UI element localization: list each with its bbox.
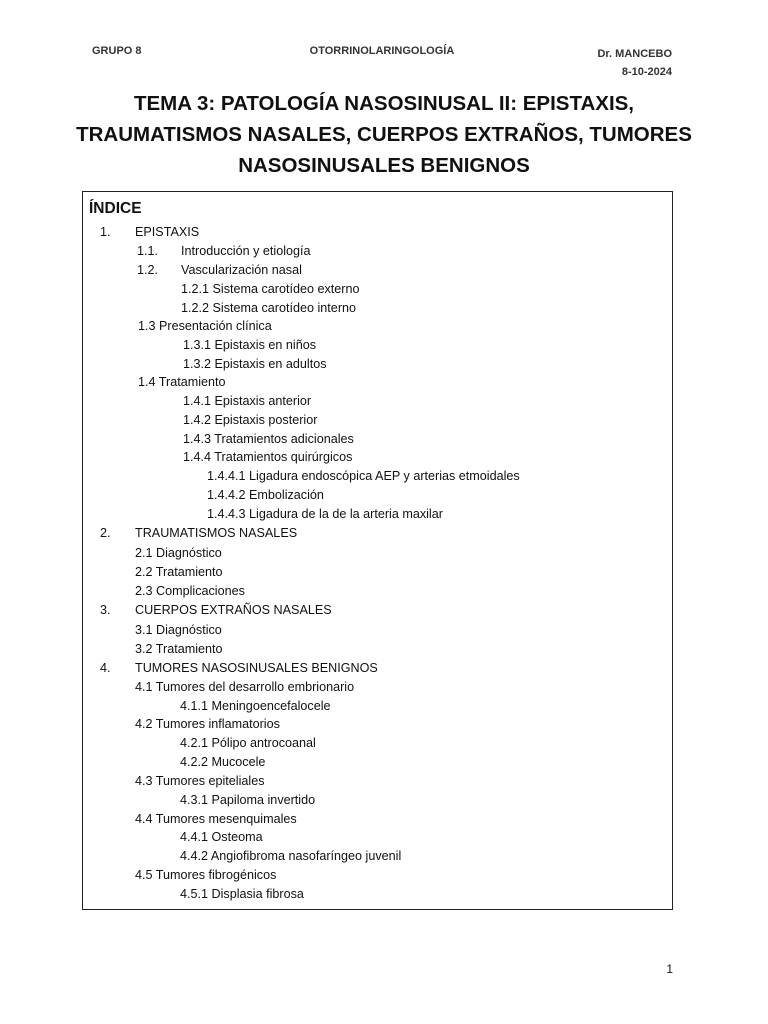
index-entry-label: 1.2.2 Sistema carotídeo interno [181,301,357,315]
index-entry-label: 3.2 Tratamiento [135,642,223,656]
index-entry-label: 4.2.1 Pólipo antrocoanal [180,736,316,750]
index-entry-label: 1.4.4.1 Ligadura endoscópica AEP y arterias etmoidales [207,469,520,483]
index-entry-number: 1.1. [137,244,159,258]
subject-label: OTORRINOLARINGOLOGÍA [309,45,455,57]
title-line-1: TEMA 3: PATOLOGÍA NASOSINUSAL II: EPISTAXIS, [133,92,635,115]
doctor-label: Dr. MANCEBO [597,48,672,60]
index-entry-label: 4.2 Tumores inflamatorios [135,717,280,731]
index-entry-label: TUMORES NASOSINUSALES BENIGNOS [135,661,378,675]
index-entry-label: 4.1.1 Meningoencefalocele [180,699,331,713]
index-entry-label: 1.4.3 Tratamientos adicionales [183,432,354,446]
index-entry-label: 1.4.4.2 Embolización [207,488,324,502]
index-entry-label: Vascularización nasal [181,263,302,277]
index-entry-label: 1.2.1 Sistema carotídeo externo [181,282,360,296]
index-box [82,191,673,910]
index-entry-label: 1.3.1 Epistaxis en niños [183,338,317,352]
index-entry-label: Introducción y etiología [181,244,311,258]
index-entry-label: 2.3 Complicaciones [135,584,245,598]
index-entry-number: 3. [100,603,111,617]
index-entry-number: 2. [100,526,111,540]
index-entry-label: 2.1 Diagnóstico [135,546,222,560]
index-entry-label: 2.2 Tratamiento [135,565,223,579]
index-entry-label: 4.5 Tumores fibrogénicos [135,868,277,882]
index-title: ÍNDICE [89,200,142,217]
index-entry-label: TRAUMATISMOS NASALES [135,526,298,540]
index-entry-number: 4. [100,661,111,675]
index-entry-label: 1.3 Presentación clínica [138,319,272,333]
index-entry-label: 1.3.2 Epistaxis en adultos [183,357,327,371]
index-entry-label: 1.4.1 Epistaxis anterior [183,394,312,408]
index-entry-label: 4.3 Tumores epiteliales [135,774,265,788]
title-line-2: TRAUMATISMOS NASALES, CUERPOS EXTRAÑOS, TUMORES [76,123,692,146]
index-entry-label: 1.4 Tratamiento [138,375,226,389]
index-entry-label: 3.1 Diagnóstico [135,623,222,637]
index-entry-label: 4.2.2 Mucocele [180,755,266,769]
index-entry-label: CUERPOS EXTRAÑOS NASALES [135,603,332,617]
index-entry-label: 1.4.2 Epistaxis posterior [183,413,318,427]
index-entry-label: 4.3.1 Papiloma invertido [180,793,316,807]
document-title [70,88,698,181]
page-number: 1 [666,962,673,976]
title-line-3: NASOSINUSALES BENIGNOS [238,154,530,177]
index-entry-label: 1.4.4 Tratamientos quirúrgicos [183,450,353,464]
index-entry-number: 1. [100,225,111,239]
index-entry-label: 1.4.4.3 Ligadura de la de la arteria maxilar [207,507,443,521]
index-entry-label: 4.4 Tumores mesenquimales [135,812,297,826]
index-entry-label: 4.1 Tumores del desarrollo embrionario [135,680,355,694]
index-entry-label: 4.4.1 Osteoma [180,830,263,844]
index-entry-label: 4.4.2 Angiofibroma nasofaríngeo juvenil [180,849,402,863]
index-entry-label: EPISTAXIS [135,225,200,239]
group-label: GRUPO 8 [92,45,142,57]
index-entry-label: 4.5.1 Displasia fibrosa [180,887,304,901]
index-entry-number: 1.2. [137,263,159,277]
header-right [597,45,672,81]
date-label: 8-10-2024 [621,66,672,78]
